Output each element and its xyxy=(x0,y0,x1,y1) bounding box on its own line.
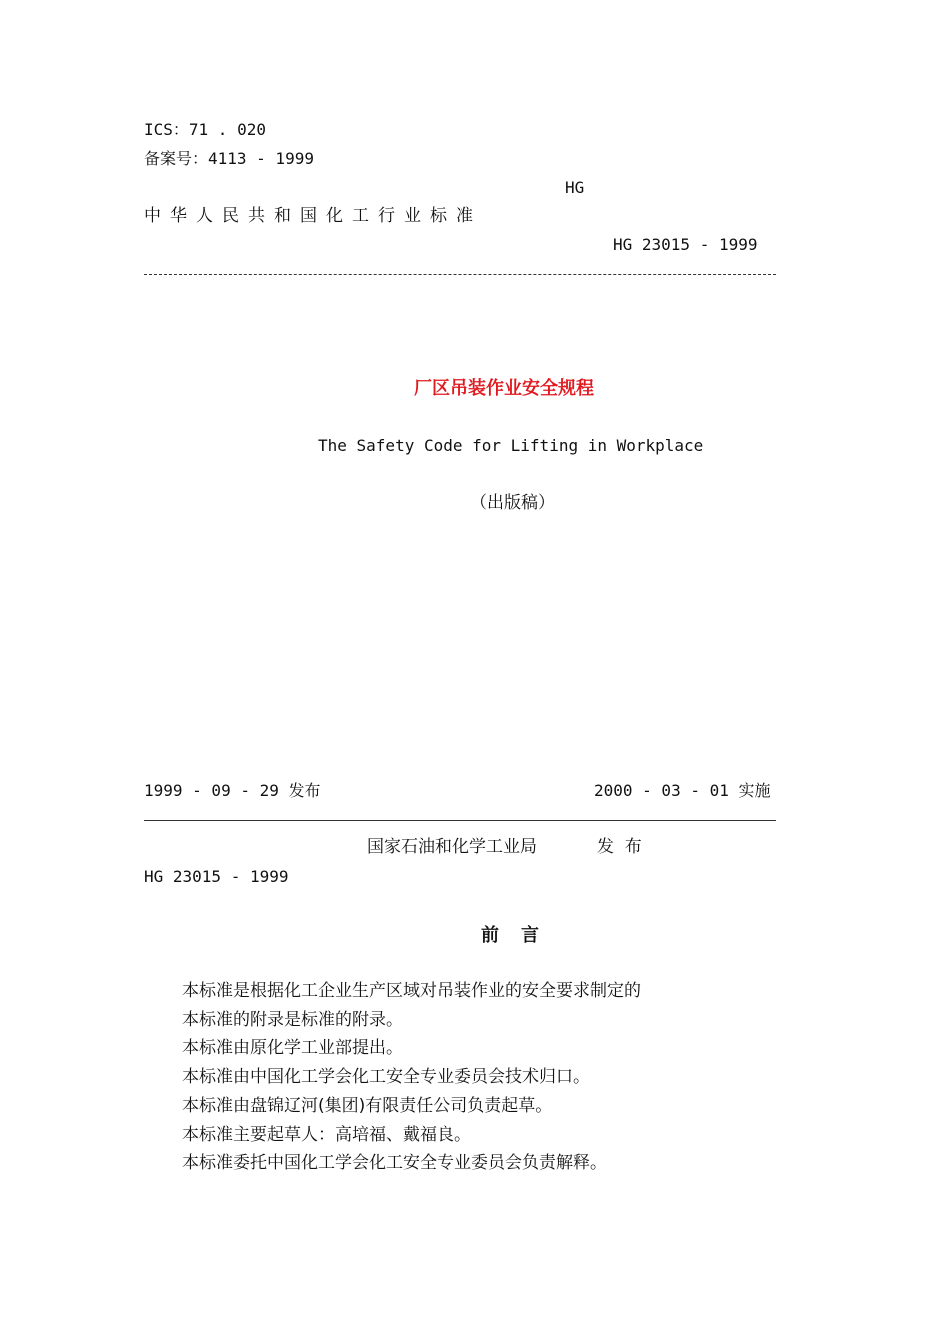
document-title-english: The Safety Code for Lifting in Workplace xyxy=(318,436,704,455)
effective-date: 2000 - 03 - 01 实施 xyxy=(594,781,771,800)
header-divider xyxy=(144,274,776,275)
preface-paragraph: 本标准主要起草人：高培福、戴福良。 xyxy=(182,1125,471,1145)
publish-date: 1999 - 09 - 29 发布 xyxy=(144,781,321,800)
page-standard-code: HG 23015 - 1999 xyxy=(144,867,289,886)
issue-action: 发 布 xyxy=(597,837,642,857)
hg-mark: HG xyxy=(565,178,585,197)
document-title-chinese: 厂区吊装作业安全规程 xyxy=(414,378,594,399)
issuing-authority: 国家石油和化学工业局 xyxy=(367,837,537,857)
footer-divider xyxy=(144,820,776,821)
preface-paragraph: 本标准委托中国化工学会化工安全专业委员会负责解释。 xyxy=(182,1153,607,1173)
preface-paragraph: 本标准由原化学工业部提出。 xyxy=(182,1038,403,1058)
standard-code: HG 23015 - 1999 xyxy=(613,235,758,254)
ics-code: ICS：71 . 020 xyxy=(144,120,266,139)
record-number: 备案号：4113 - 1999 xyxy=(144,149,314,168)
preface-paragraph: 本标准的附录是标准的附录。 xyxy=(182,1010,403,1030)
preface-paragraph: 本标准由中国化工学会化工安全专业委员会技术归口。 xyxy=(182,1067,590,1087)
preface-paragraph: 本标准是根据化工企业生产区域对吊装作业的安全要求制定的 xyxy=(182,981,641,1001)
preface-heading: 前言 xyxy=(481,925,561,946)
industry-standard-title: 中华人民共和国化工行业标准 xyxy=(144,206,482,226)
preface-paragraph: 本标准由盘锦辽河(集团)有限责任公司负责起草。 xyxy=(182,1096,553,1116)
draft-note: （出版稿） xyxy=(470,493,555,513)
